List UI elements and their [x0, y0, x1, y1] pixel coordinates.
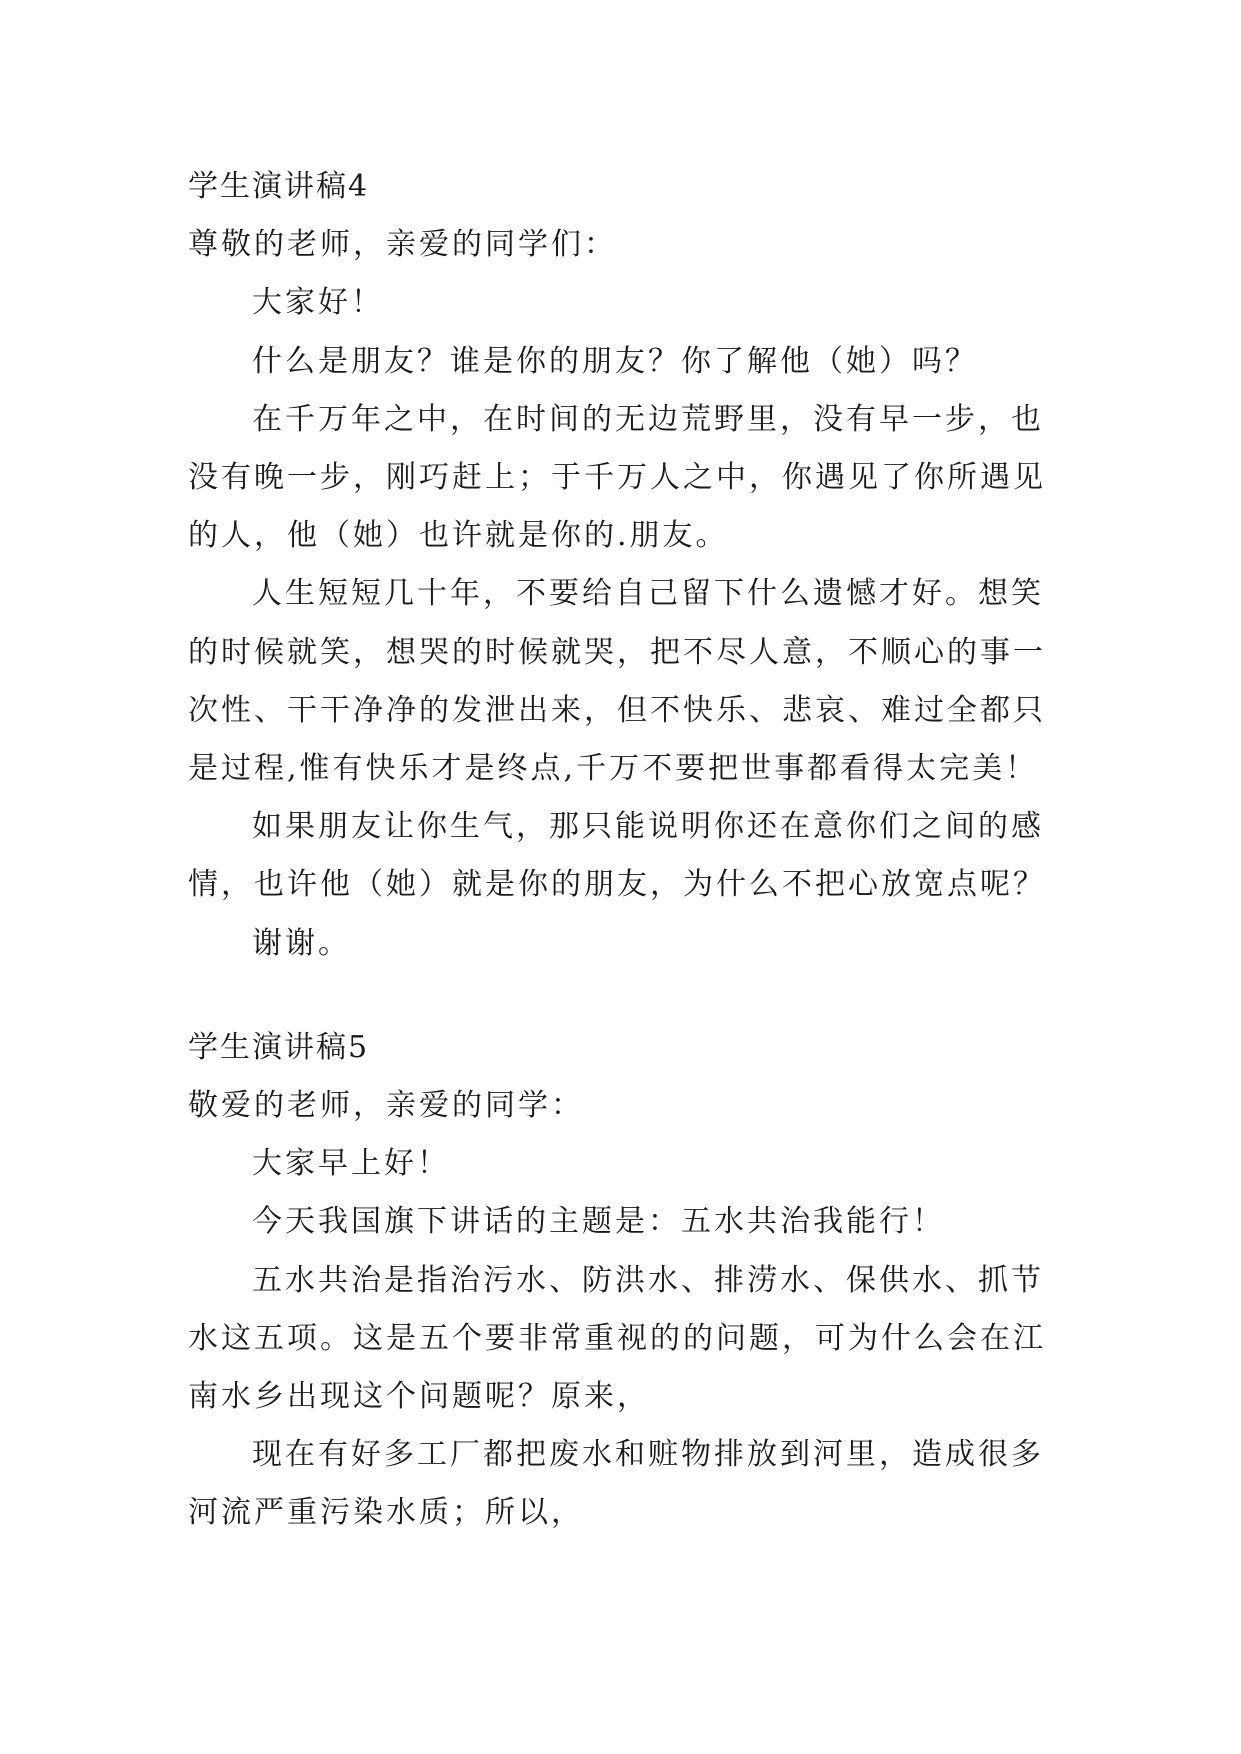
paragraph-line: 如果朋友让你生气，那只能说明你还在意你们之间的感 [252, 809, 1044, 845]
speech-5-paragraph-2 [188, 1252, 1068, 1427]
speech-5-paragraph-3 [188, 1426, 1068, 1542]
speech-4-paragraph-3 [188, 565, 1068, 798]
paragraph-line: 次性、干干净净的发泄出来，但不快乐、悲哀、难过全都只 [188, 692, 1046, 728]
speech-5-salutation: 敬爱的老师，亲爱的同学： [188, 1087, 584, 1123]
speech-5-greeting: 大家早上好！ [252, 1146, 450, 1182]
paragraph-line: 五水共治是指治污水、防洪水、排涝水、保供水、抓节 [252, 1262, 1044, 1298]
paragraph-line: 的时候就笑，想哭的时候就哭，把不尽人意，不顺心的事一 [188, 634, 1046, 670]
paragraph-line: 人生短短几十年，不要给自己留下什么遗憾才好。想笑 [252, 576, 1044, 612]
paragraph-line: 水这五项。这是五个要非常重视的的问题，可为什么会在江 [188, 1320, 1046, 1356]
paragraph-line: 的人，他（她）也许就是你的.朋友。 [188, 518, 729, 554]
paragraph-line: 在千万年之中，在时间的无边荒野里，没有早一步，也 [252, 401, 1044, 437]
speech-4-paragraph-4 [188, 798, 1068, 914]
speech-5-title: 学生演讲稿5 [188, 1029, 370, 1065]
paragraph-line: 河流严重污染水质；所以， [188, 1495, 584, 1531]
paragraph-line: 情，也许他（她）就是你的朋友，为什么不把心放宽点呢？ [188, 867, 1046, 903]
speech-4-salutation: 尊敬的老师，亲爱的同学们： [188, 227, 617, 263]
speech-4-greeting: 大家好！ [252, 285, 384, 321]
speech-4-title: 学生演讲稿4 [188, 169, 370, 204]
paragraph-line: 是过程,惟有快乐才是终点,千万不要把世事都看得太完美！ [188, 750, 1039, 786]
speech-4-closing: 谢谢。 [252, 925, 351, 961]
speech-4-paragraph-1: 什么是朋友？谁是你的朋友？你了解他（她）吗？ [252, 343, 978, 379]
paragraph-line: 没有晚一步，刚巧赶上；于千万人之中，你遇见了你所遇见 [188, 459, 1046, 495]
speech-5-paragraph-1: 今天我国旗下讲话的主题是：五水共治我能行！ [252, 1204, 945, 1240]
paragraph-line: 现在有好多工厂都把废水和赃物排放到河里，造成很多 [252, 1437, 1044, 1473]
document-content [188, 158, 1068, 1543]
paragraph-line: 南水乡出现这个问题呢？原来， [188, 1378, 650, 1414]
speech-4-paragraph-2 [188, 391, 1068, 566]
section-gap [188, 973, 1068, 1019]
